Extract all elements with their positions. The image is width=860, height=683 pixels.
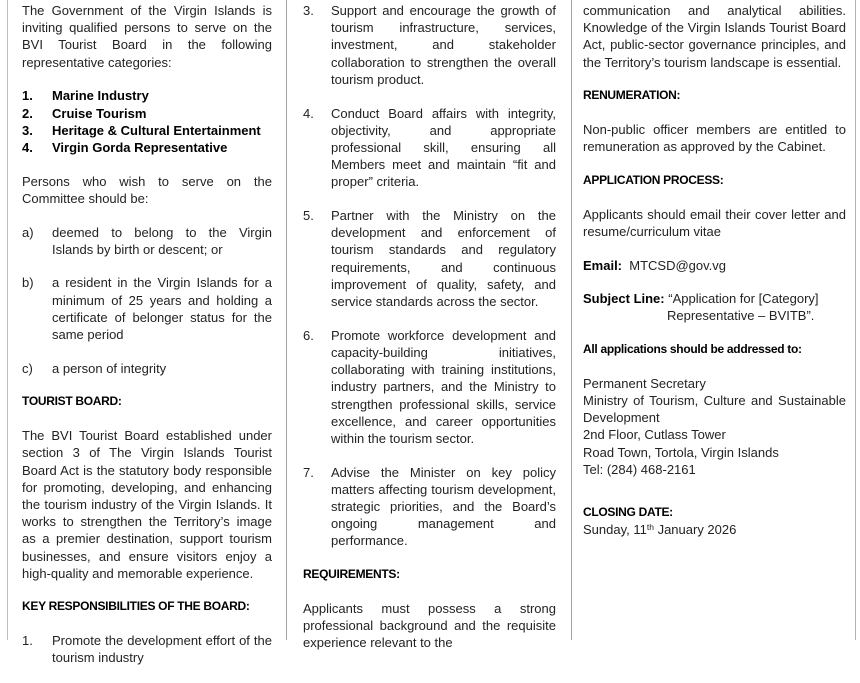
- section-heading: KEY RESPONSIBILITIES OF THE BOARD:: [22, 599, 250, 614]
- address-block: [583, 375, 846, 478]
- page-border-right: [855, 0, 856, 640]
- list-number: 5.: [303, 208, 314, 224]
- list-item-text: Advise the Minister on key policy matters affecting tourism development, strategic priorities, and the Board’s ongoing management and performance.: [331, 464, 556, 549]
- list-item: [303, 105, 556, 191]
- list-number: 3.: [303, 3, 314, 18]
- section-heading: CLOSING DATE:: [583, 505, 673, 520]
- section-heading: RENUMERATION:: [583, 88, 681, 103]
- list-item: [22, 224, 272, 258]
- subject-line-1: “Application for [Category]: [668, 291, 819, 307]
- section-heading: All applications should be addressed to:: [583, 342, 802, 357]
- lettered-list: [22, 224, 272, 377]
- list-number: 3.: [22, 122, 33, 138]
- section-heading: TOURIST BOARD:: [22, 394, 122, 409]
- list-number: c): [22, 360, 33, 376]
- numbered-paragraph-list: [22, 632, 272, 666]
- date-prefix: Sunday, 11: [583, 522, 647, 538]
- column-divider-1: [286, 0, 287, 640]
- numbered-category-list: [22, 87, 272, 156]
- field-label: Email:: [583, 257, 623, 273]
- list-number: 1.: [22, 633, 33, 649]
- list-item-text: Conduct Board affairs with integrity, objectivity, and appropriate professional skill, ensuring all Members meet and maintain “fit and proper” criteria.: [331, 105, 556, 190]
- closing-date-line: [583, 521, 846, 538]
- list-number: 4.: [303, 105, 314, 121]
- address-line: Road Town, Tortola, Virgin Islands: [583, 444, 779, 460]
- section-heading: APPLICATION PROCESS:: [583, 172, 724, 187]
- list-item: [22, 105, 272, 122]
- address-line: Tel: (284) 468-2161: [583, 461, 696, 477]
- list-item: [22, 87, 272, 104]
- subject-line: [583, 290, 846, 324]
- list-item: [22, 122, 272, 139]
- list-number: a): [22, 224, 34, 240]
- list-item-text: Promote the development effort of the tourism industry: [52, 633, 272, 666]
- address-line: 2nd Floor, Cutlass Tower: [583, 427, 726, 443]
- list-item: [303, 327, 556, 447]
- list-number: 2.: [22, 105, 33, 121]
- paragraph: Persons who wish to serve on the Committee should be:: [22, 173, 272, 206]
- closing-date-block: [583, 504, 846, 538]
- list-item-label: Marine Industry: [52, 88, 149, 104]
- list-item: [303, 464, 556, 550]
- email-line: [583, 257, 846, 274]
- list-item: [22, 632, 272, 666]
- list-item-text: a person of integrity: [52, 360, 167, 376]
- field-value: MTCSD@gov.vg: [629, 257, 727, 273]
- column-right: [583, 2, 846, 555]
- list-item-text: Support and encourage the growth of tourism infrastructure, services, investment, and stakeholder collaboration to strengthen the overall tourism product.: [331, 3, 556, 87]
- paragraph: The Government of the Virgin Islands is inviting qualified persons to serve on the BVI Tourist Board in the following representative categories:: [22, 3, 272, 70]
- date-ordinal: th: [646, 522, 654, 533]
- list-item-text: Partner with the Ministry on the development and enforcement of tourism standards and regulatory requirements, and continuous improvement of quality, safety, and service standards across the sector.: [331, 208, 556, 310]
- list-item: [303, 2, 556, 88]
- list-number: 6.: [303, 327, 314, 343]
- paragraph: Applicants must possess a strong professional background and the requisite experience relevant to the: [303, 600, 556, 651]
- list-item-label: Virgin Gorda Representative: [52, 139, 228, 155]
- paragraph: communication and analytical abilities. Knowledge of the Virgin Islands Tourist Board Act, public-sector governance principles, and the Territory’s tourism landscape is essential.: [583, 3, 846, 70]
- numbered-paragraph-list: [303, 2, 556, 550]
- list-item: [22, 139, 272, 156]
- paragraph: Non-public officer members are entitled to remuneration as approved by the Cabinet.: [583, 122, 846, 155]
- list-number: 1.: [22, 88, 33, 104]
- list-item: [22, 360, 272, 377]
- list-item-label: Heritage & Cultural Entertainment: [52, 122, 261, 138]
- list-item: [22, 274, 272, 343]
- paragraph: The BVI Tourist Board established under section 3 of The Virgin Islands Tourist Board Act is the statutory body responsible for promoting, developing, and enhancing the tourism industry of the Virgin Islands. It works to strengthen the Territory’s image as a premier destination, support tourism businesses, and ensure visitors enjoy a high-quality and memorable experience.: [22, 428, 272, 581]
- list-item-label: Cruise Tourism: [52, 105, 147, 121]
- list-number: 4.: [22, 139, 33, 155]
- column-left: [22, 2, 272, 683]
- section-heading: REQUIREMENTS:: [303, 567, 400, 582]
- address-line: Permanent Secretary: [583, 375, 706, 391]
- paragraph: Applicants should email their cover letter and resume/curriculum vitae: [583, 206, 846, 239]
- date-suffix: January 2026: [653, 522, 737, 538]
- list-item-text: deemed to belong to the Virgin Islands by birth or descent; or: [52, 224, 272, 257]
- column-middle: [303, 2, 556, 668]
- list-item: [303, 207, 556, 310]
- column-divider-2: [571, 0, 572, 640]
- address-line: Ministry of Tourism, Culture and Sustainable Development: [583, 393, 846, 426]
- list-item-text: a resident in the Virgin Islands for a minimum of 25 years and holding a certificate of belonger status for the same period: [52, 275, 272, 343]
- list-number: b): [22, 275, 34, 291]
- subject-line-2: Representative – BVITB”.: [667, 308, 815, 324]
- field-label: Subject Line:: [583, 291, 665, 307]
- list-number: 7.: [303, 464, 314, 480]
- page-border-left: [7, 0, 8, 640]
- list-item-text: Promote workforce development and capacity-building initiatives, collaborating with training institutions, industry partners, and the Ministry to strengthen professional skills, service excellence, and career opportunities within the tourism sector.: [331, 327, 556, 446]
